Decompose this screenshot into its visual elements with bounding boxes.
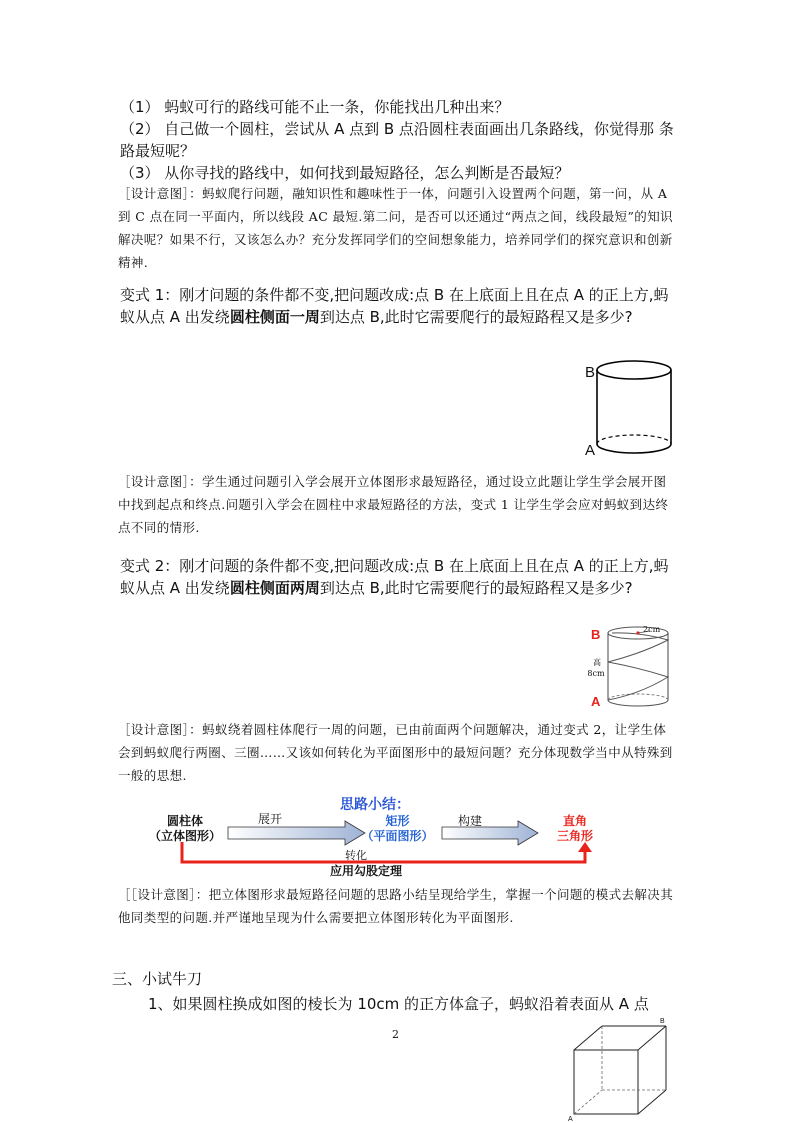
variant-1-text-b: 到达点 B,此时它需要爬行的最短路程又是多少?: [319, 308, 633, 326]
flow-box-triangle-line1: 直角: [562, 814, 587, 828]
flow-box-plane-line1: 矩形: [385, 814, 410, 828]
spiral-cylinder-figure: [600, 622, 680, 712]
flow-step-construct: 构建: [458, 814, 483, 828]
question-2: （2） 自己做一个圆柱，尝试从 A 点到 B 点沿圆柱表面画出几条路线，你觉得那 条路最短呢？: [120, 120, 674, 160]
flow-box-triangle: [540, 814, 610, 844]
section-3-heading: 三、小试牛刀: [112, 970, 203, 988]
flow-box-solid-line1: 圆柱体: [166, 814, 203, 828]
design-intent-1: ［设计意图］：蚂蚁爬行问题，融知识性和趣味性于一体，问题引入设置两个问题，第一问，从 A 到 C 点在同一平面内，所以线段 AC 最短.第二问，是否可以还通过“两点之间，线段最短”的知识解决呢？如果不行，又该怎么办？充分发挥同学们的空间想象能力，培养同学们的探究意识和创新精神.: [118, 186, 674, 270]
flow-convert-label: 转化: [345, 849, 367, 862]
fig3-label-a: A: [568, 1116, 573, 1123]
question-1: （1） 蚂蚁可行的路线可能不止一条，你能找出几种出来？: [120, 98, 510, 116]
fig3-label-b: B: [660, 1018, 665, 1025]
variant-1-text-a: 变式 1：刚才问题的条件都不变,把问题改成:点 B 在上底面上且在点 A 的正上方,蚂蚁从点 A 出发绕: [120, 286, 669, 326]
design-intent-4: ［［设计意图］：把立体图形求最短路径问题的思路小结呈现给学生，掌握一个问题的模式去解决其他同类型的问题.并严谨地呈现为什么需要把立体图形转化为平面图形.: [118, 887, 674, 925]
cube-figure: [566, 1018, 674, 1123]
variant-2-text-b: 到达点 B,此时它需要爬行的最短路程又是多少?: [319, 579, 633, 597]
question-3: （3） 从你寻找的路线中，如何找到最短路径，怎么判断是否最短？: [120, 164, 570, 182]
flow-box-solid-line2: （立体图形）: [148, 829, 221, 843]
flow-step-unfold: 展开: [258, 812, 283, 826]
flow-theorem-label: 应用勾股定理: [330, 864, 403, 878]
fig2-label-b: B: [591, 627, 601, 642]
fig2-diameter: 2cm: [643, 625, 661, 634]
design-intent-3: ［设计意图］：蚂蚁绕着圆柱体爬行一周的问题，已由前面两个问题解决，通过变式 2，让学生体会到蚂蚁爬行两圈、三圈……又该如何转化为平面图形中的最短问题？充分体现数学当中从特殊到一般的思想.: [118, 722, 673, 783]
flow-box-triangle-line2: 三角形: [556, 829, 593, 843]
flow-box-plane-line2: （平面图形）: [361, 829, 434, 843]
fig1-label-b: B: [585, 364, 596, 381]
fig2-label-a: A: [591, 694, 601, 709]
exercise-1: 1、如果圆柱换成如图的棱长为 10cm 的正方体盒子，蚂蚁沿着表面从 A 点: [148, 995, 649, 1013]
variant-1-emphasis: 圆柱侧面一周: [229, 308, 320, 326]
flow-box-plane: [350, 814, 445, 844]
thinking-summary-diagram: [120, 792, 680, 878]
variant-2-emphasis: 圆柱侧面两周: [229, 579, 320, 597]
fig2-height-value: 8cm: [587, 669, 605, 678]
variant-2-text-a: 变式 2：刚才问题的条件都不变,把问题改成:点 B 在上底面上且在点 A 的正上方,蚂蚁从点 A 出发绕: [120, 557, 669, 597]
page-number: 2: [392, 1028, 399, 1041]
fig1-label-a: A: [585, 442, 596, 459]
flow-title: 思路小结：: [340, 797, 410, 813]
fig2-height-label: 高: [593, 658, 601, 667]
variant-2: [120, 555, 680, 599]
variant-1: [120, 284, 680, 328]
design-intent-2: ［设计意图］：学生通过问题引入学会展开立体图形求最短路径，通过设立此题让学生学会展开图中找到起点和终点.问题引入学会在圆柱中求最短路径的方法，变式 1 让学生学会应对蚂蚁到达终点不同的情形.: [118, 474, 669, 535]
flow-box-solid: [140, 814, 230, 844]
